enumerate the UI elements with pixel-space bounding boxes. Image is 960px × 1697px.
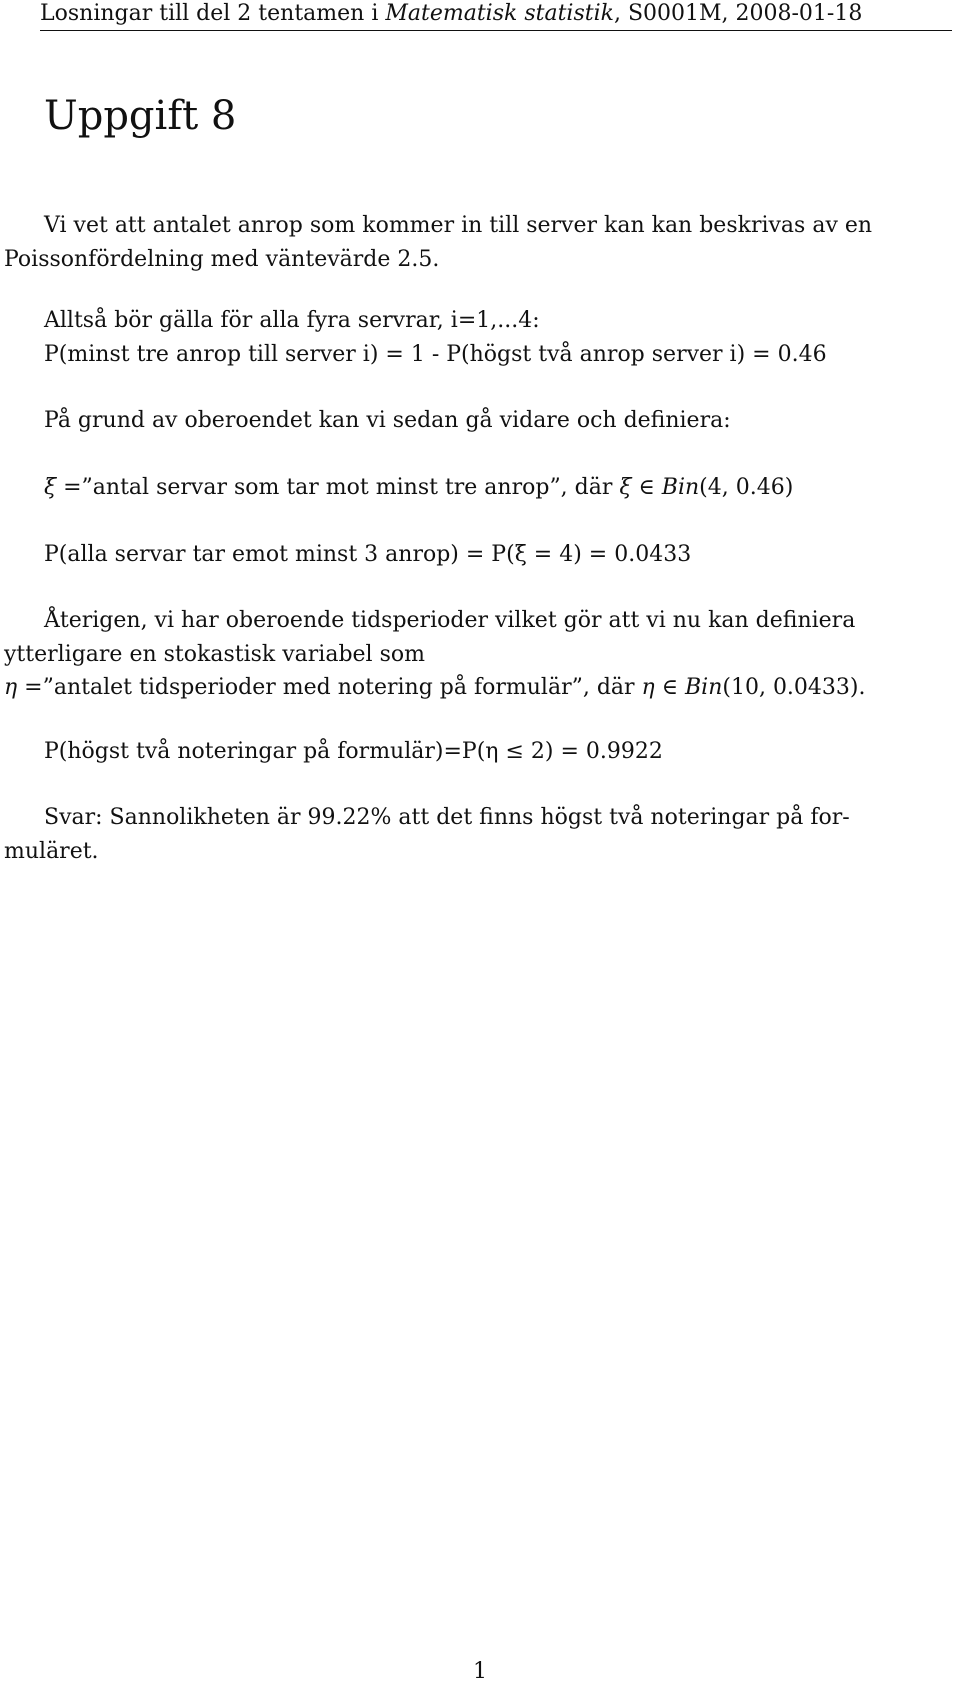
body-line-7: P(alla servar tar emot minst 3 anrop) = P(ξ = 4) = 0.0433: [44, 542, 692, 567]
section-title: Uppgift 8: [44, 93, 237, 139]
eta-distribution: Bin: [685, 675, 723, 700]
xi-element-of: ∈: [631, 475, 662, 500]
answer-line-2: muläret.: [4, 839, 99, 864]
body-line-8: Återigen, vi har oberoende tidsperioder vilket gör att vi nu kan definiera: [44, 608, 856, 633]
eta-definition: [4, 674, 866, 702]
header-prefix: Losningar till del 2 tentamen i: [40, 1, 386, 26]
answer-line-1: Svar: Sannolikheten är 99.22% att det finns högst två noteringar på for-: [44, 805, 850, 830]
xi-variable-2: ξ: [619, 475, 632, 500]
body-line-2: Poissonfördelning med väntevärde 2.5.: [4, 247, 440, 272]
xi-definition: [44, 474, 793, 502]
body-line-4: P(minst tre anrop till server i) = 1 - P(högst två anrop server i) = 0.46: [44, 342, 827, 367]
body-line-11: P(högst två noteringar på formulär)=P(η ≤ 2) = 0.9922: [44, 739, 663, 764]
body-line-5: På grund av oberoendet kan vi sedan gå vidare och definiera:: [44, 408, 731, 433]
eta-definition-text: =”antalet tidsperioder med notering på formulär”, där: [17, 675, 642, 700]
body-line-3: Alltså bör gälla för alla fyra servrar, i=1,...4:: [44, 308, 540, 333]
page-header: [40, 0, 952, 31]
eta-variable-2: η: [641, 675, 655, 700]
body-line-9: ytterligare en stokastisk variabel som: [4, 642, 425, 667]
header-suffix: , S0001M, 2008-01-18: [613, 1, 863, 26]
xi-parameters: (4, 0.46): [699, 475, 794, 500]
eta-variable: η: [4, 675, 18, 700]
xi-variable: ξ: [44, 475, 57, 500]
header-course: Matematisk statistik: [385, 1, 614, 26]
xi-distribution: Bin: [661, 475, 700, 500]
eta-element-of: ∈: [654, 675, 685, 700]
page-number: 1: [473, 1659, 487, 1684]
body-line-1: Vi vet att antalet anrop som kommer in till server kan kan beskrivas av en: [44, 213, 873, 238]
xi-definition-text: =”antal servar som tar mot minst tre anrop”, där: [56, 475, 620, 500]
eta-parameters: (10, 0.0433).: [722, 675, 866, 700]
